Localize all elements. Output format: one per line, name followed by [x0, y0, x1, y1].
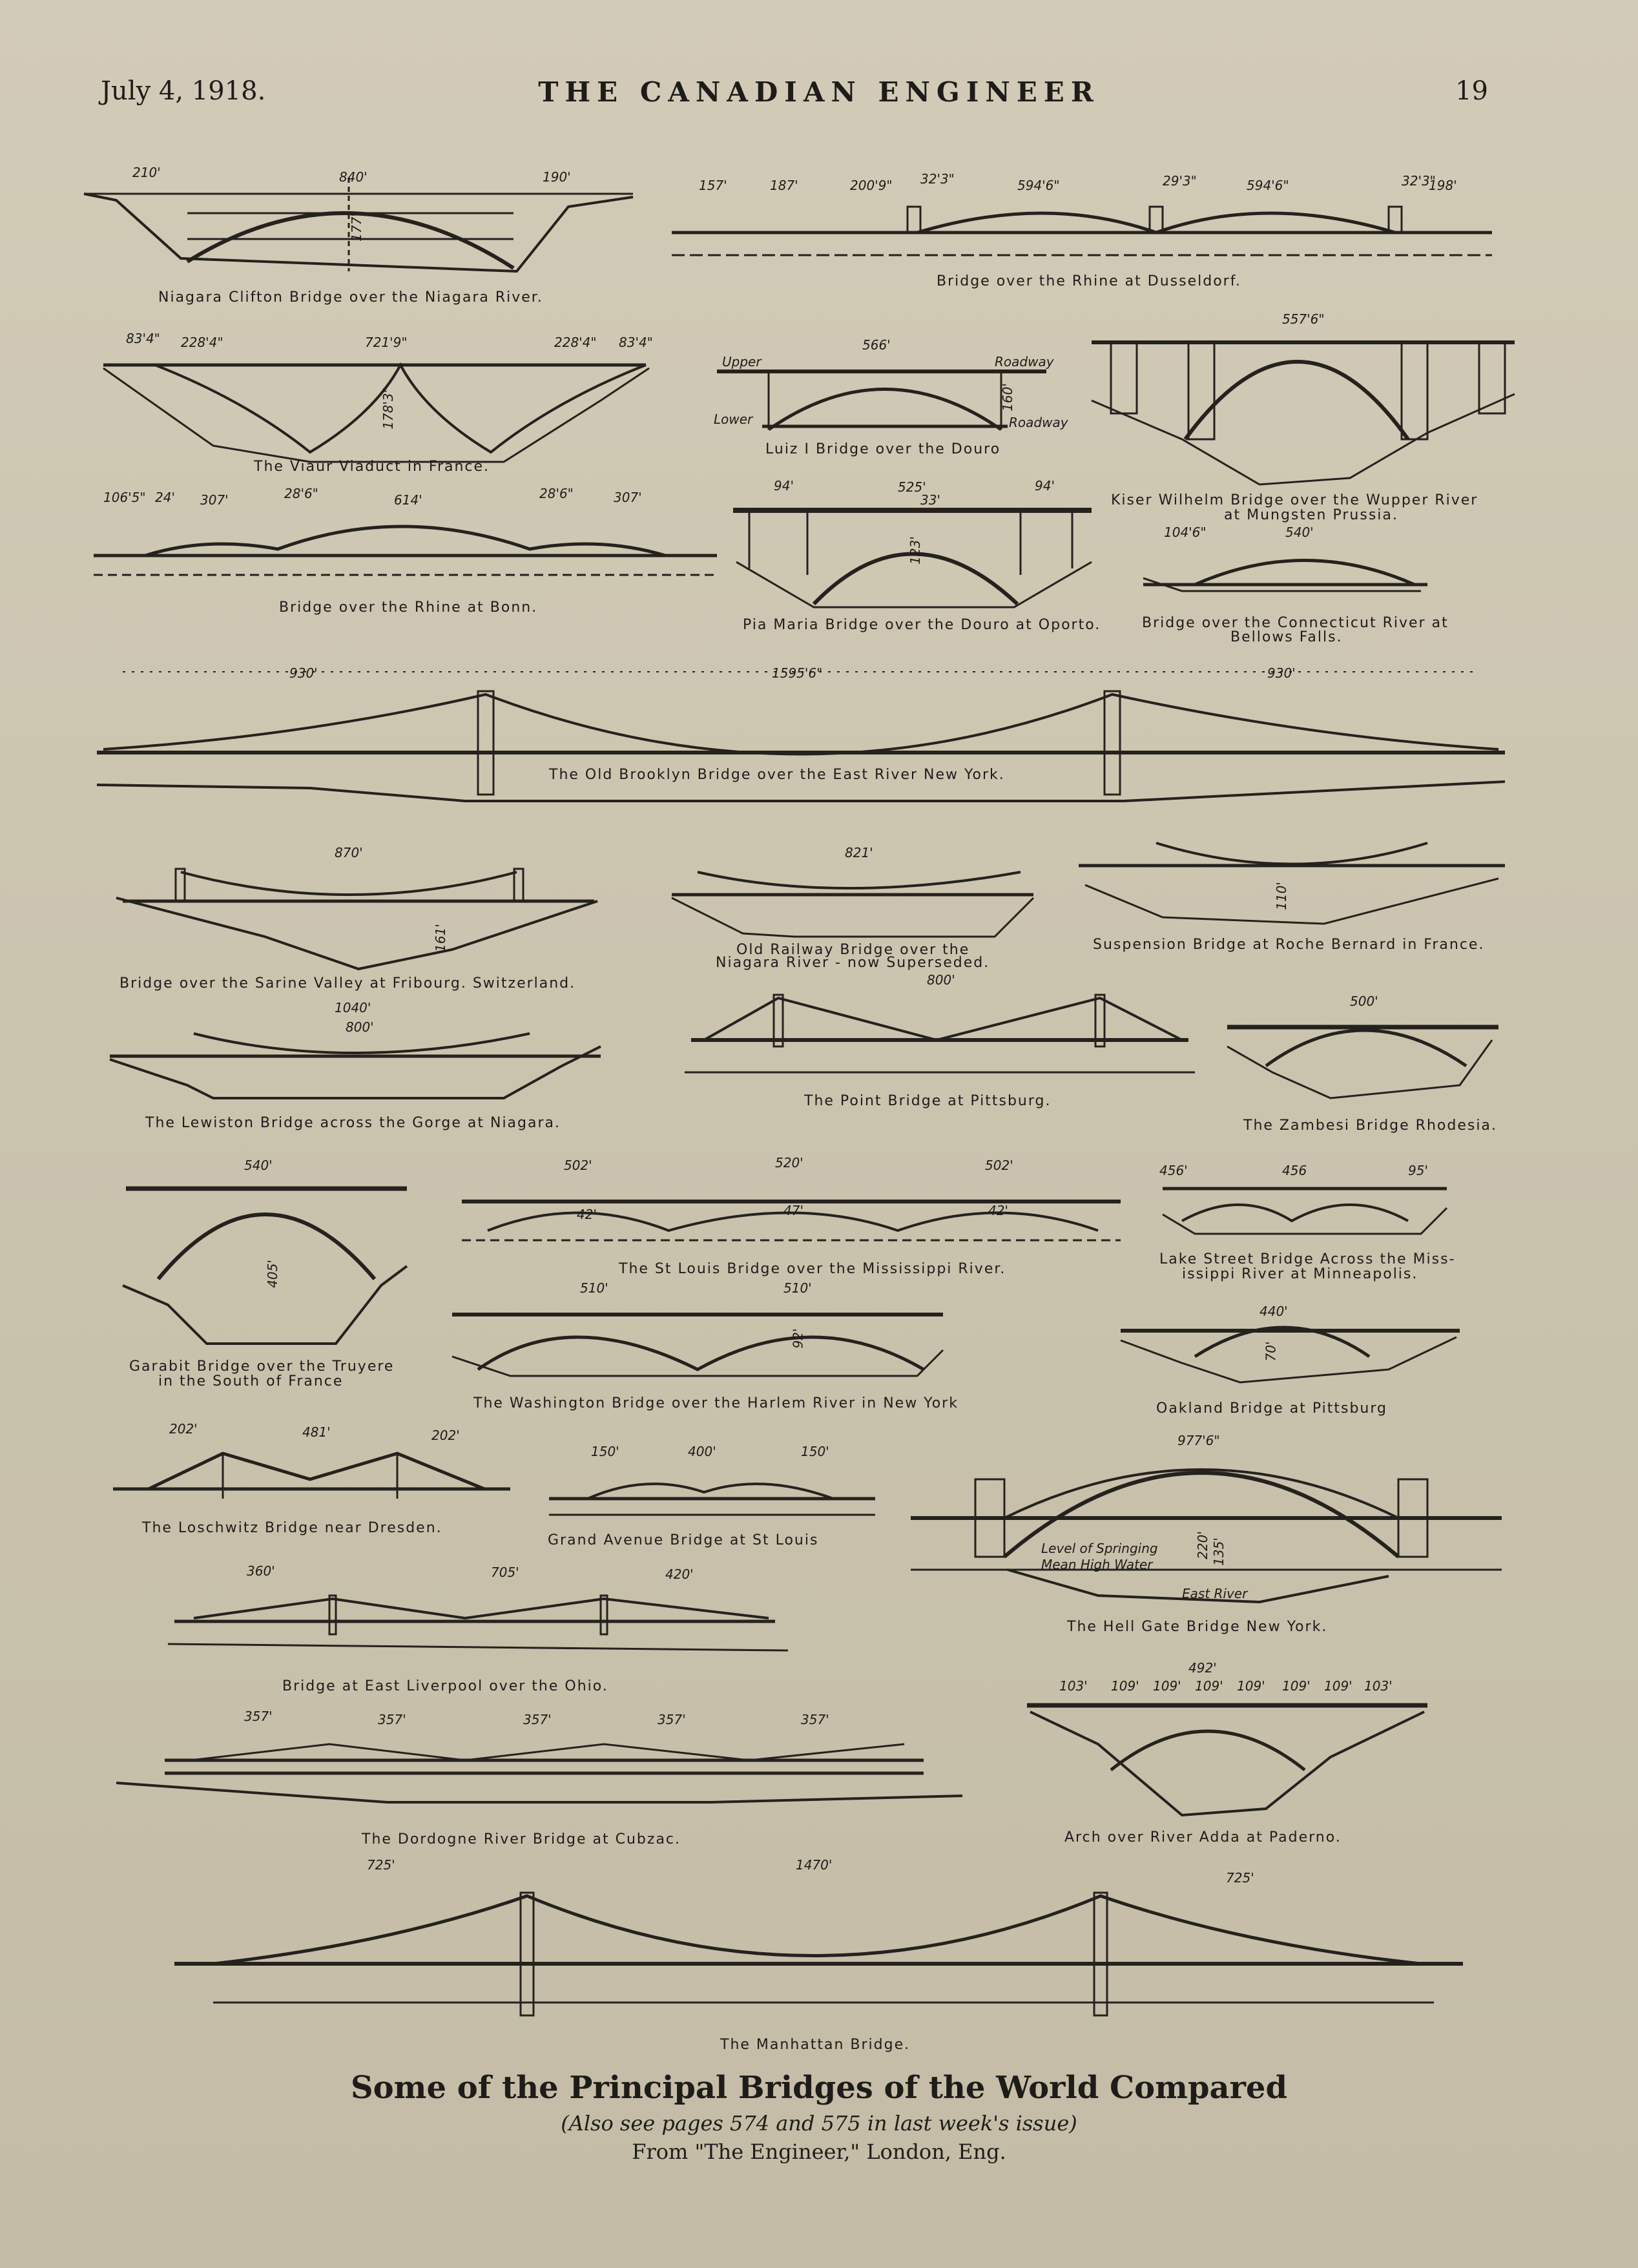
dim-label: 42': [988, 1203, 1008, 1218]
dim-label: 525': [898, 479, 926, 495]
drawing-connecticut: [1143, 561, 1427, 592]
dim-label: 440': [1260, 1304, 1288, 1319]
dim-label: 70': [1263, 1341, 1279, 1362]
dim-label: 32'3": [920, 171, 955, 187]
dim-label: 83'4": [126, 331, 160, 346]
caption-connecticut-1: Bridge over the Connecticut River at: [1142, 615, 1449, 631]
caption-manhattan: The Manhattan Bridge.: [720, 2037, 911, 2053]
dim-label: 42': [577, 1207, 597, 1222]
caption-oakland: Oakland Bridge at Pittsburg: [1156, 1400, 1387, 1417]
drawing-point: [685, 995, 1195, 1072]
dim-label: 800': [927, 972, 955, 988]
dim-label: 200'9": [850, 178, 893, 193]
drawing-rhine-dusseldorf: [672, 207, 1492, 255]
dim-label: 502': [564, 1158, 592, 1173]
dim-label: 594'6": [1017, 178, 1060, 193]
luiz-upper-roadway-label: Roadway: [995, 354, 1054, 369]
hell-gate-springing-label: Level of Springing: [1041, 1541, 1158, 1556]
dim-label: 1040': [335, 1000, 371, 1015]
caption-paderno: Arch over River Adda at Paderno.: [1064, 1829, 1342, 1846]
drawing-manhattan: [174, 1893, 1463, 2015]
dim-label: 109': [1153, 1678, 1181, 1694]
drawing-old-railway: [672, 872, 1033, 937]
drawing-viaur: [103, 365, 649, 462]
caption-niagara-clifton: Niagara Clifton Bridge over the Niagara River.: [158, 289, 543, 306]
dim-label: 566': [862, 337, 891, 353]
dim-label: 456': [1159, 1163, 1188, 1178]
dim-label: 109': [1195, 1678, 1223, 1694]
dim-label: 800': [346, 1019, 374, 1035]
dim-label: 103': [1364, 1678, 1393, 1694]
caption-viaur: The Viaur Viaduct in France.: [254, 459, 490, 475]
dim-label: 33': [920, 492, 940, 508]
caption-brooklyn: The Old Brooklyn Bridge over the East River New York.: [549, 767, 1005, 783]
dim-label: 420': [665, 1566, 694, 1582]
dim-label: 500': [1350, 994, 1378, 1009]
plate-source: From "The Engineer," London, Eng.: [632, 2139, 1006, 2164]
drawing-fribourg: [116, 869, 597, 969]
caption-lewiston: The Lewiston Bridge across the Gorge at Niagara.: [145, 1115, 561, 1131]
hell-gate-water-label: Mean High Water: [1041, 1557, 1153, 1572]
dim-label: 150': [591, 1444, 619, 1459]
dim-label: 198': [1429, 178, 1457, 193]
dim-label: 502': [985, 1158, 1013, 1173]
dim-label: 178'3": [380, 387, 396, 430]
caption-fribourg: Bridge over the Sarine Valley at Fribourg. Switzerland.: [119, 975, 576, 992]
dim-label: 47': [783, 1203, 803, 1218]
dim-label: 110': [1273, 882, 1289, 910]
page-number: 19: [1455, 76, 1488, 106]
dim-label: 481': [302, 1424, 331, 1440]
caption-grand-avenue: Grand Avenue Bridge at St Louis: [548, 1532, 819, 1548]
plate-note: (Also see pages 574 and 575 in last week's issue): [561, 2111, 1077, 2136]
dim-label: 32'3": [1402, 173, 1436, 189]
dim-label: 510': [783, 1280, 812, 1296]
dim-label: 977'6": [1177, 1433, 1220, 1448]
dim-label: 557'6": [1282, 311, 1325, 327]
drawing-lake-street: [1163, 1189, 1447, 1234]
dim-label: 123': [907, 536, 923, 565]
luiz-upper-label: Upper: [722, 354, 762, 369]
dim-label: 83'4": [619, 335, 653, 350]
caption-garabit-2: in the South of France: [158, 1373, 344, 1389]
caption-pia-maria: Pia Maria Bridge over the Douro at Oporto.: [743, 617, 1101, 633]
dim-label: 177': [348, 213, 364, 242]
drawing-oakland: [1121, 1327, 1460, 1382]
drawing-zambesi: [1227, 1027, 1498, 1098]
dim-label: 202': [169, 1421, 198, 1437]
caption-luiz-i: Luiz I Bridge over the Douro: [765, 441, 1001, 457]
luiz-lower-roadway-label: Roadway: [1009, 415, 1068, 430]
dim-label: 94': [1035, 478, 1055, 494]
dim-label: 1595'6": [772, 665, 823, 681]
dim-label: 357': [801, 1712, 829, 1727]
dim-label: 360': [247, 1563, 275, 1579]
caption-rhine-dusseldorf: Bridge over the Rhine at Dusseldorf.: [937, 273, 1241, 289]
dim-label: 160': [999, 383, 1015, 411]
dim-label: 520': [775, 1155, 803, 1170]
dim-label: 930': [1267, 665, 1296, 681]
drawing-dordogne: [116, 1744, 962, 1802]
dim-label: 400': [688, 1444, 716, 1459]
caption-rhine-bonn: Bridge over the Rhine at Bonn.: [279, 599, 538, 616]
dim-label: 103': [1059, 1678, 1088, 1694]
dim-label: 307': [200, 492, 229, 508]
dim-label: 161': [432, 924, 448, 952]
dim-label: 109': [1237, 1678, 1265, 1694]
dim-label: 187': [770, 178, 798, 193]
dim-label: 106'5": [103, 490, 146, 505]
caption-old-railway-1: Old Railway Bridge over the: [736, 942, 970, 958]
dim-label: 510': [580, 1280, 608, 1296]
caption-lake-street-1: Lake Street Bridge Across the Miss-: [1159, 1251, 1456, 1267]
dim-label: 405': [264, 1260, 280, 1288]
dim-label: 840': [339, 169, 368, 185]
drawing-grand-avenue: [549, 1484, 875, 1515]
dim-label: 190': [543, 169, 571, 185]
dim-label: 228'4": [554, 335, 597, 350]
dim-label: 357': [244, 1709, 273, 1724]
dim-label: 456: [1282, 1163, 1307, 1178]
drawing-loschwitz: [113, 1453, 510, 1499]
dim-label: 109': [1282, 1678, 1311, 1694]
caption-hell-gate: The Hell Gate Bridge New York.: [1067, 1619, 1328, 1635]
hell-gate-river-label: East River: [1182, 1586, 1248, 1601]
dim-label: 109': [1324, 1678, 1353, 1694]
dim-label: 614': [394, 492, 422, 508]
dim-label: 104'6": [1164, 525, 1207, 540]
dim-label: 870': [335, 845, 363, 860]
caption-roche-bernard: Suspension Bridge at Roche Bernard in France.: [1093, 937, 1485, 953]
caption-lake-street-2: issippi River at Minneapolis.: [1182, 1266, 1418, 1282]
dim-label: 150': [801, 1444, 829, 1459]
plate-title: Some of the Principal Bridges of the World Compared: [350, 2070, 1288, 2106]
caption-loschwitz: The Loschwitz Bridge near Dresden.: [142, 1520, 442, 1536]
dim-label: 135': [1210, 1537, 1227, 1566]
dim-label: 307': [614, 490, 642, 505]
caption-washington: The Washington Bridge over the Harlem River in New York: [473, 1395, 959, 1411]
dim-label: 357': [378, 1712, 406, 1727]
dim-label: 29'3": [1163, 173, 1197, 189]
drawing-east-liverpool: [168, 1596, 788, 1650]
dim-label: 202': [431, 1428, 460, 1443]
dim-label: 109': [1111, 1678, 1139, 1694]
dim-label: 725': [367, 1857, 395, 1873]
dim-label: 821': [845, 845, 873, 860]
caption-kiser-wilhelm-2: at Mungsten Prussia.: [1224, 507, 1398, 523]
dim-label: 95': [1408, 1163, 1428, 1178]
dim-label: 28'6": [539, 486, 574, 501]
dim-label: 24': [155, 490, 175, 505]
caption-connecticut-2: Bellows Falls.: [1230, 629, 1343, 645]
dim-label: 930': [289, 665, 318, 681]
dim-label: 220': [1194, 1531, 1210, 1559]
dim-label: 540': [1285, 525, 1314, 540]
luiz-lower-label: Lower: [714, 411, 753, 427]
dim-label: 705': [491, 1565, 519, 1580]
dim-label: 594'6": [1247, 178, 1289, 193]
dim-label: 492': [1188, 1660, 1217, 1676]
caption-old-railway-2: Niagara River - now Superseded.: [716, 955, 990, 971]
dim-label: 721'9": [365, 335, 408, 350]
caption-dordogne: The Dordogne River Bridge at Cubzac.: [362, 1831, 681, 1847]
caption-kiser-wilhelm-1: Kiser Wilhelm Bridge over the Wupper River: [1111, 492, 1478, 508]
journal-title: THE CANADIAN ENGINEER: [538, 76, 1100, 108]
caption-garabit-1: Garabit Bridge over the Truyere: [129, 1358, 395, 1375]
dim-label: 94': [774, 478, 794, 494]
dim-label: 1470': [796, 1857, 833, 1873]
dim-label: 357': [523, 1712, 552, 1727]
drawing-kiser-wilhelm: [1092, 342, 1515, 484]
dim-label: 28'6": [284, 486, 318, 501]
drawing-paderno: [1027, 1705, 1427, 1815]
drawing-rhine-bonn: [94, 526, 717, 575]
dim-label: 228'4": [181, 335, 223, 350]
dim-label: 92': [790, 1328, 806, 1349]
caption-st-louis: The St Louis Bridge over the Mississippi River.: [619, 1261, 1006, 1277]
dim-label: 725': [1226, 1870, 1254, 1886]
dim-label: 540': [244, 1158, 273, 1173]
drawing-lewiston: [110, 1034, 601, 1098]
dim-label: 357': [658, 1712, 686, 1727]
dim-label: 157': [699, 178, 727, 193]
drawing-washington: [452, 1315, 943, 1376]
drawing-luiz-i: [717, 371, 1046, 430]
dim-label: 210': [132, 165, 161, 180]
drawing-roche-bernard: [1079, 843, 1505, 924]
caption-east-liverpool: Bridge at East Liverpool over the Ohio.: [282, 1678, 608, 1694]
caption-point: The Point Bridge at Pittsburg.: [804, 1093, 1052, 1109]
caption-zambesi: The Zambesi Bridge Rhodesia.: [1243, 1118, 1497, 1134]
issue-date: July 4, 1918.: [101, 76, 266, 106]
